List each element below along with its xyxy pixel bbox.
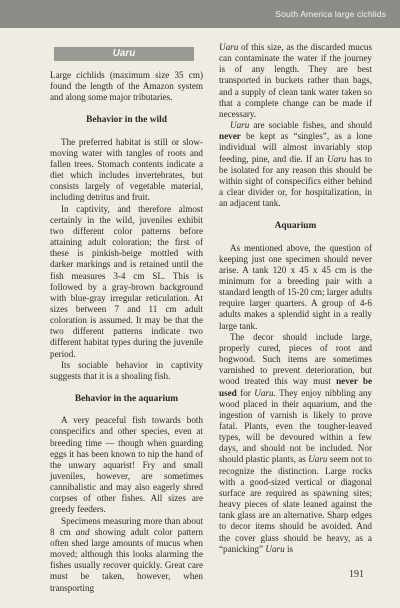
left-column xyxy=(50,70,203,594)
paragraph-coloration: In captivity, and therefore almost certainly in the wild, juveniles exhibit two different color patterns before attaining adult coloration; the first of these is pinkish-beige mottled with darker markings and is retained until the fish measures 3-4 cm SL. This is followed by a gray-brown background with blue-gray irregular reticulation. At sizes between 7 and 11 cm adult coloration is assumed. It may be that the two different patterns indicate two different habitat types during the juvenile period. xyxy=(50,203,203,359)
section-heading-wild: Behavior in the wild xyxy=(86,115,167,126)
paragraph-sociable: Its sociable behavior in captivity suggests that it is a shoaling fish. xyxy=(50,359,203,381)
page-number: 191 xyxy=(349,569,364,580)
paragraph-tank-size: As mentioned above, the question of keeping just one specimen should never arise. A tank 120 x 45 x 45 cm is the minimum for a breeding pair with a standard length of 15-20 cm; larger adults require larger quarters. A group of 4-6 adults makes a splendid sight in a really large tank. xyxy=(219,242,372,331)
paragraph-singles: Uaru are sociable fishes, and should never be kept as “singles”, as a lone individual will almost invariably stop feeding, pine, and die. If an Uaru has to be isolated for any reason this should be within sight of conspecifics either behind a clear divider or, for hospitalization, in an adjacent tank. xyxy=(219,120,372,209)
paragraph-decor: The decor should include large, properly cured, pieces of root and bogwood. Such items are sometimes varnished to prevent deterioration, but wood treated this way must never be used for Uaru. They enjoy nibbling any wood placed in their aquarium, and the ingestion of varnish is likely to prove fatal. Plants, even the tougher-leaved types, will be devoured within a few days, and should not be included. Nor should plastic plants, as Uaru seem not to recognize the distinction. Large rocks with a good-sized vertical or diagonal surface are required as spawning sites; heavy pieces of slate leaned against the tank glass are an alternative. Sharp edges to decor items should be avoided. And the cover glass should be heavy, as a “panicking” Uaru is xyxy=(219,331,373,554)
paragraph-habitat: The preferred habitat is still or slow-moving water with tangles of roots and fallen trees. Stomach contents indicate a diet which includes invertebrates, but consists largely of vegetable material, including detritus and fruit. xyxy=(50,136,203,203)
paragraph-mucus: Specimens measuring more than about 8 cm and showing adult color pattern often shed large amounts of mucus when moved; although this looks alarming the fishes usually recover quickly. Great care must be taken, however, when transporting xyxy=(50,515,203,593)
right-column xyxy=(219,42,372,555)
section-heading-aquarium-behavior: Behavior in the aquarium xyxy=(74,394,179,405)
paragraph-mucus-continued: Uaru of this size, as the discarded mucus can contaminate the water if the journey is of any length. They are best transported in buckets rather than bags, and a supply of clean tank water taken so that a complete change can be made if necessary. xyxy=(219,42,372,119)
section-heading-tank: Aquarium xyxy=(274,221,317,232)
article-title: Uaru xyxy=(54,47,194,61)
running-head: South America large cichlids xyxy=(275,9,386,19)
paragraph-peaceful: A very peaceful fish towards both conspecifics and other species, even at breeding time — though when guarding eggs it has been known to nip the hand of the unwary aquarist! Fry and small juveniles, however, are sometimes cannibalistic and may also eagerly shred corpses of other fishes. All sizes are greedy feeders. xyxy=(50,415,203,515)
intro-paragraph: Large cichlids (maximum size 35 cm) found the length of the Amazon system and along some major tributaries. xyxy=(50,70,203,103)
